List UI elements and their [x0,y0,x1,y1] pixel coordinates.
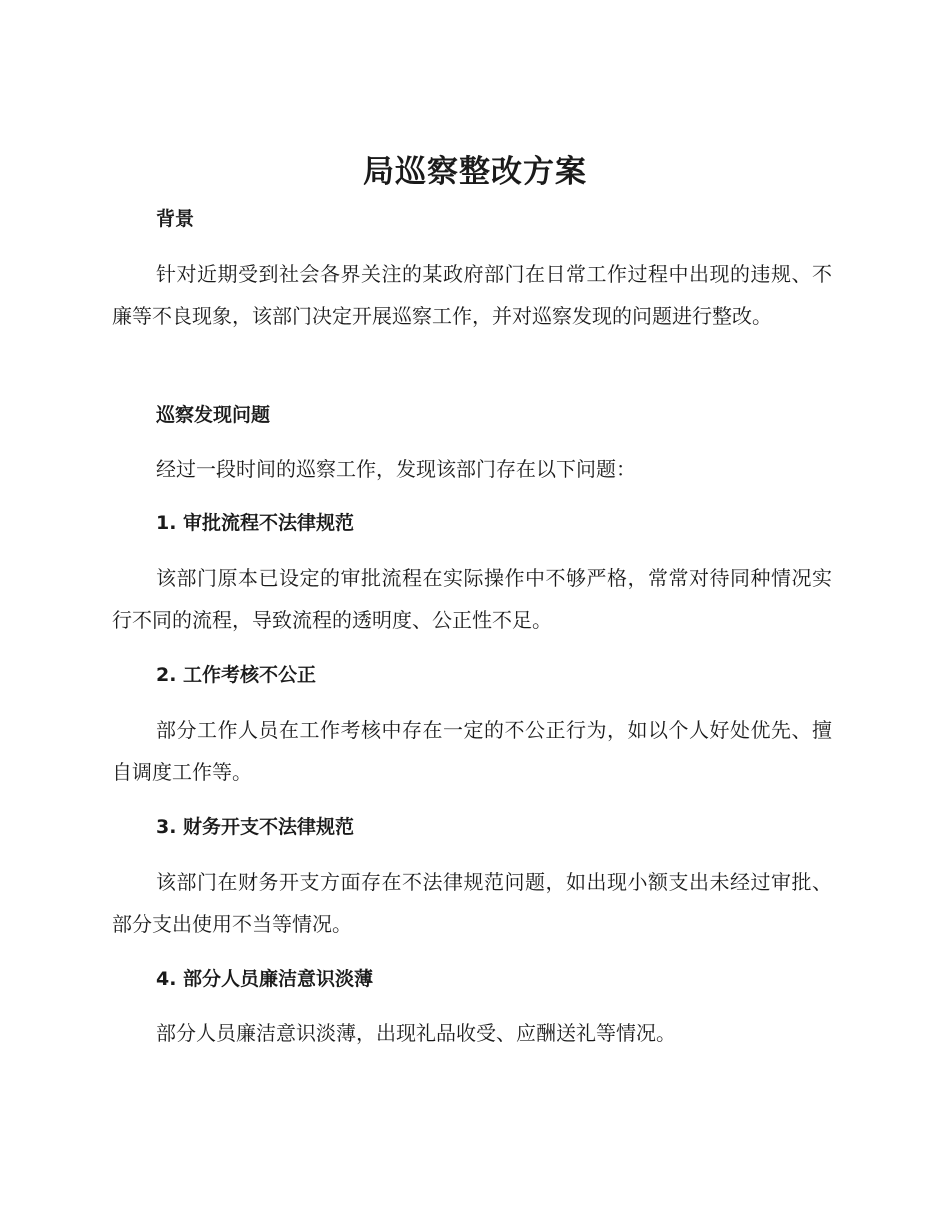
section-heading-background [112,204,832,234]
paragraph-issue-4 [112,1013,832,1055]
paragraph-text: 该部门原本已设定的审批流程在实际操作中不够严格，常常对待同种情况实行不同的流程，导致流程的透明度、公正性不足。 [112,566,832,632]
paragraph-background [112,254,832,337]
heading-text: 4. 部分人员廉洁意识淡薄 [156,968,374,990]
heading-text: 3. 财务开支不法律规范 [156,816,355,838]
paragraph-text: 针对近期受到社会各界关注的某政府部门在日常工作过程中出现的违规、不廉等不良现象，该部门决定开展巡察工作，并对巡察发现的问题进行整改。 [112,262,832,328]
heading-text: 背景 [156,208,195,230]
section-heading-issue-4 [112,964,832,994]
section-heading-findings [112,400,832,430]
paragraph-text: 该部门在财务开支方面存在不法律规范问题，如出现小额支出未经过审批、部分支出使用不当等情况。 [112,870,832,936]
paragraph-issue-2 [112,710,832,793]
heading-text: 1. 审批流程不法律规范 [156,512,355,534]
section-heading-issue-2 [112,660,832,690]
paragraph-text: 部分工作人员在工作考核中存在一定的不公正行为，如以个人好处优先、擅自调度工作等。 [112,718,832,784]
heading-text: 2. 工作考核不公正 [156,664,317,686]
heading-text: 巡察发现问题 [156,404,271,426]
paragraph-issue-3 [112,862,832,945]
paragraph-issue-1 [112,558,832,641]
section-heading-issue-1 [112,508,832,538]
section-heading-issue-3 [112,812,832,842]
paragraph-text: 部分人员廉洁意识淡薄，出现礼品收受、应酬送礼等情况。 [156,1021,676,1045]
paragraph-findings-intro [112,449,832,491]
paragraph-text: 经过一段时间的巡察工作，发现该部门存在以下问题： [156,457,636,481]
document-title: 局巡察整改方案 [363,154,587,190]
